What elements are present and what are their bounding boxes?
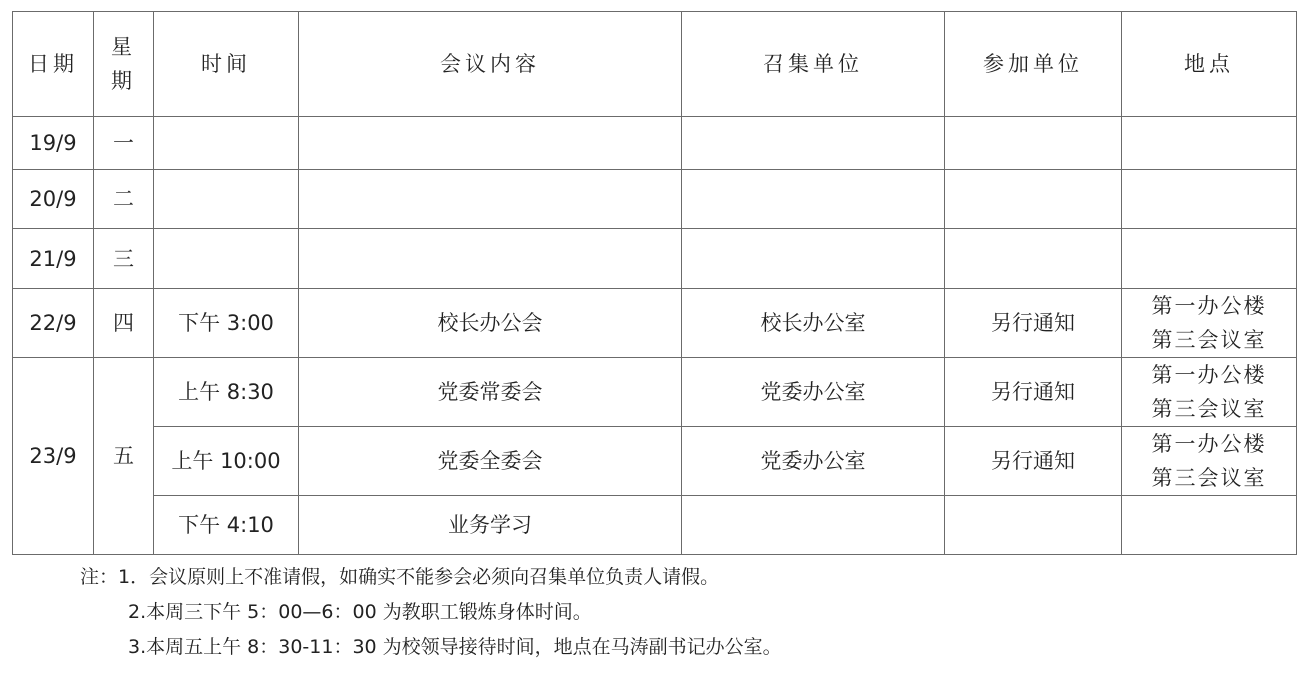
- time-cell: [154, 229, 299, 289]
- table-row: [13, 229, 1297, 289]
- location-cell: [1122, 427, 1297, 496]
- participants-cell: [945, 496, 1122, 555]
- time-cell: 下午 3:00: [154, 289, 299, 358]
- header-participants: 参加单位: [945, 12, 1122, 117]
- weekday-cell: 二: [94, 170, 154, 229]
- date-cell: 23/9: [13, 358, 94, 555]
- organizer-cell: [682, 117, 945, 170]
- participants-cell: 另行通知: [945, 289, 1122, 358]
- table-row: [13, 117, 1297, 170]
- content-cell: 业务学习: [299, 496, 682, 555]
- weekday-cell: 一: [94, 117, 154, 170]
- table-row: [13, 358, 1297, 427]
- participants-cell: [945, 117, 1122, 170]
- participants-cell: [945, 170, 1122, 229]
- header-weekday-bottom: 期: [111, 69, 136, 93]
- organizer-cell: 党委办公室: [682, 358, 945, 427]
- location-line: 第一办公楼: [1151, 363, 1267, 387]
- date-cell: 19/9: [13, 117, 94, 170]
- location-line: 第三会议室: [1151, 466, 1267, 490]
- header-weekday-top: 星: [111, 35, 136, 59]
- weekday-cell: 五: [94, 358, 154, 555]
- time-cell: [154, 117, 299, 170]
- table-row: [13, 427, 1297, 496]
- time-cell: 上午 10:00: [154, 427, 299, 496]
- table-row: [13, 289, 1297, 358]
- location-cell: [1122, 117, 1297, 170]
- header-location: 地点: [1122, 12, 1297, 117]
- content-cell: [299, 117, 682, 170]
- participants-cell: 另行通知: [945, 427, 1122, 496]
- table-row: [13, 170, 1297, 229]
- date-cell: 20/9: [13, 170, 94, 229]
- location-line: 第一办公楼: [1151, 294, 1267, 318]
- organizer-cell: 校长办公室: [682, 289, 945, 358]
- organizer-cell: [682, 170, 945, 229]
- date-cell: 22/9: [13, 289, 94, 358]
- content-cell: 校长办公会: [299, 289, 682, 358]
- header-time: 时间: [154, 12, 299, 117]
- location-line: 第三会议室: [1151, 328, 1267, 352]
- weekday-cell: 四: [94, 289, 154, 358]
- notes-section: [80, 560, 782, 665]
- participants-cell: [945, 229, 1122, 289]
- header-row: [13, 12, 1297, 117]
- note-line-1: 注：1．会议原则上不准请假，如确实不能参会必须向召集单位负责人请假。: [80, 566, 720, 588]
- note-line-2: 2.本周三下午 5：00—6：00 为教职工锻炼身体时间。: [128, 601, 592, 623]
- content-cell: [299, 229, 682, 289]
- table-row: [13, 496, 1297, 555]
- date-cell: 21/9: [13, 229, 94, 289]
- meeting-schedule-table: [12, 11, 1297, 555]
- location-line: 第一办公楼: [1151, 432, 1267, 456]
- location-cell: [1122, 289, 1297, 358]
- organizer-cell: [682, 496, 945, 555]
- header-organizer: 召集单位: [682, 12, 945, 117]
- location-cell: [1122, 496, 1297, 555]
- location-line: 第三会议室: [1151, 397, 1267, 421]
- location-cell: [1122, 229, 1297, 289]
- time-cell: 上午 8:30: [154, 358, 299, 427]
- header-content: 会议内容: [299, 12, 682, 117]
- note-line-3: 3.本周五上午 8：30-11：30 为校领导接待时间，地点在马涛副书记办公室。: [128, 636, 782, 658]
- organizer-cell: [682, 229, 945, 289]
- content-cell: 党委全委会: [299, 427, 682, 496]
- header-weekday: [94, 12, 154, 117]
- header-date: 日期: [13, 12, 94, 117]
- weekday-cell: 三: [94, 229, 154, 289]
- organizer-cell: 党委办公室: [682, 427, 945, 496]
- content-cell: [299, 170, 682, 229]
- location-cell: [1122, 358, 1297, 427]
- time-cell: [154, 170, 299, 229]
- location-cell: [1122, 170, 1297, 229]
- participants-cell: 另行通知: [945, 358, 1122, 427]
- content-cell: 党委常委会: [299, 358, 682, 427]
- time-cell: 下午 4:10: [154, 496, 299, 555]
